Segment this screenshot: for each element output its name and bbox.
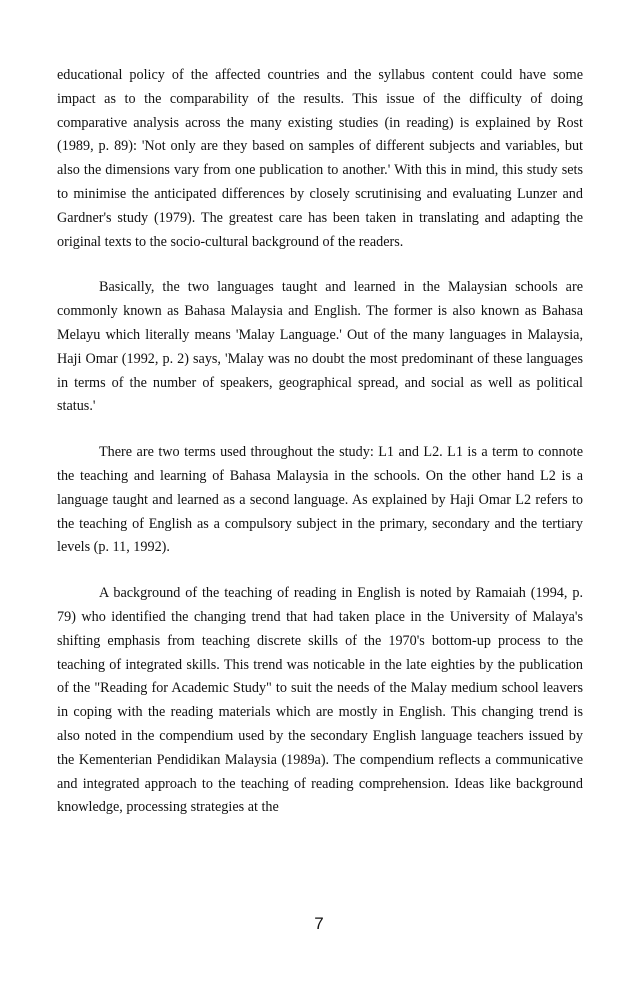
paragraph-reading-background: A background of the teaching of reading in English is noted by Ramaiah (1994, p. 79) who identified the changing trend that had taken place in the University of Malaya's shifting emphasis from teaching discrete skills of the 1970's bottom-up process to the teaching of integrated skills. This trend was noticable in the late eighties by the publication of the "Reading for Academic Study" to suit the needs of the Malay medium school leavers in coping with the reading materials which are mostly in English. This changing trend is also noted in the compendium used by the secondary English language teachers issued by the Kementerian Pendidikan Malaysia (1989a). The compendium reflects a communicative and integrated approach to the teaching of reading comprehension. Ideas like background knowledge, processing strategies at the xyxy=(57,585,583,816)
page-number: 7 xyxy=(314,914,324,933)
paragraph-terms: There are two terms used throughout the study: L1 and L2. L1 is a term to connote the teaching and learning of Bahasa Malaysia in the schools. On the other hand L2 is a language taught and learned as a second language. As explained by Haji Omar L2 refers to the teaching of English as a compulsory subject in the primary, secondary and the tertiary levels (p. 11, 1992). xyxy=(57,444,583,556)
paragraph-languages: Basically, the two languages taught and learned in the Malaysian schools are commonly known as Bahasa Malaysia and English. The former is also known as Bahasa Melayu which literally means 'Malay Language.' Out of the many languages in Malaysia, Haji Omar (1992, p. 2) says, 'Malay was no doubt the most predominant of these languages in terms of the number of speakers, geographical spread, and social as well as political status.' xyxy=(57,279,583,415)
paragraph-continuation: educational policy of the affected countries and the syllabus content could have some impact as to the comparability of the results. This issue of the difficulty of doing comparative analysis across the many existing studies (in reading) is explained by Rost (1989, p. 89): 'Not only are they based on samples of different subjects and variables, but also the dimensions vary from one publication to another.' With this in mind, this study sets to minimise the anticipated differences by closely scrutinising and evaluating Lunzer and Gardner's study (1979). The greatest care has been taken in translating and adapting the original texts to the socio-cultural background of the readers. xyxy=(57,67,583,250)
body-text xyxy=(57,64,583,820)
